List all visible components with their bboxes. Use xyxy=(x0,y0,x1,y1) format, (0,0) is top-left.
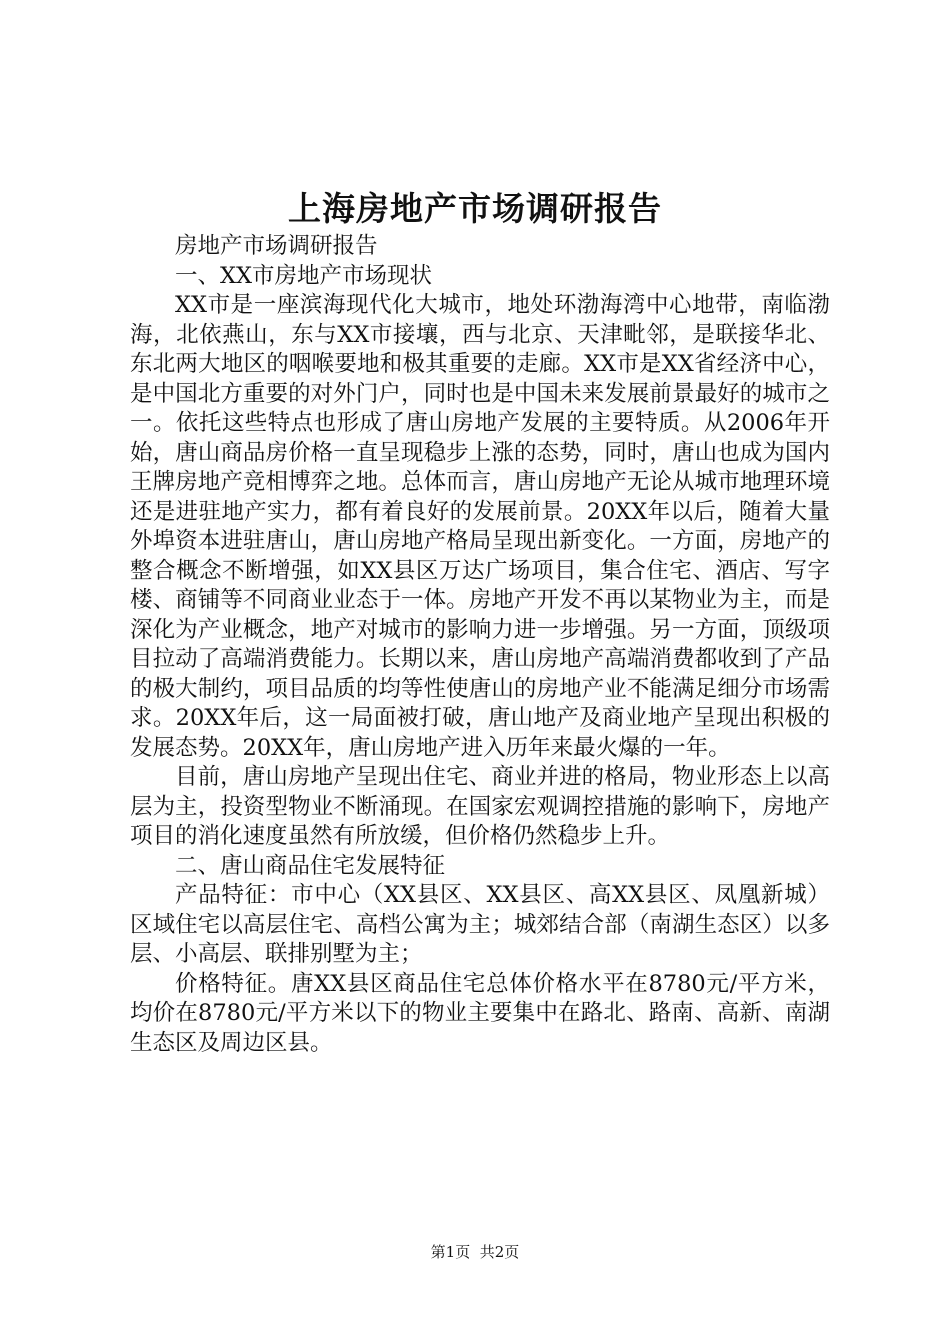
page-footer xyxy=(0,1240,950,1264)
page-number: 第1页 xyxy=(430,1243,471,1261)
paragraph-section-heading-1: 一、XX市房地产市场现状 xyxy=(175,262,433,289)
page-total: 共2页 xyxy=(479,1243,520,1261)
paragraph-city-overview: XX市是一座滨海现代化大城市，地处环渤海湾中心地带，南临渤海，北依燕山，东与XX市接壤，西与北京、天津毗邻，是联接华北、东北两大地区的咽喉要地和极其重要的走廊。XX市是XX省经济中心，是中国北方重要的对外门户，同时也是中国未来发展前景最好的城市之一。依托这些特点也形成了唐山房地产发展的主要特质。从2006年开始，唐山商品房价格一直呈现稳步上涨的态势，同时，唐山也成为国内王牌房地产竞相博弈之地。总体而言，唐山房地产无论从城市地理环境还是进驻地产实力，都有着良好的发展前景。20XX年以后，随着大量外埠资本进驻唐山，唐山房地产格局呈现出新变化。一方面，房地产的整合概念不断增强，如XX县区万达广场项目，集合住宅、酒店、写字楼、商铺等不同商业业态于一体。房地产开发不再以某物业为主，而是深化为产业概念，地产对城市的影响力进一步增强。另一方面，顶级项目拉动了高端消费能力。长期以来，唐山房地产高端消费都收到了产品的极大制约，项目品质的均等性使唐山的房地产业不能满足细分市场需求。20XX年后，这一局面被打破，唐山地产及商业地产呈现出积极的发展态势。20XX年，唐山房地产进入历年来最火爆的一年。 xyxy=(130,292,830,761)
document-body xyxy=(130,232,830,1058)
paragraph-price-features: 价格特征。唐XX县区商品住宅总体价格水平在8780元/平方米，均价在8780元/平方米以下的物业主要集中在路北、路南、高新、南湖生态区及周边区县。 xyxy=(130,970,830,1056)
paragraph-subtitle: 房地产市场调研报告 xyxy=(175,233,378,259)
document-title: 上海房地产市场调研报告 xyxy=(288,189,662,228)
paragraph-section-heading-2: 二、唐山商品住宅发展特征 xyxy=(175,852,446,879)
paragraph-product-features: 产品特征：市中心（XX县区、XX县区、高XX县区、凤凰新城）区域住宅以高层住宅、高档公寓为主；城郊结合部（南湖生态区）以多层、小高层、联排别墅为主； xyxy=(130,882,830,967)
paragraph-current-pattern: 目前，唐山房地产呈现出住宅、商业并进的格局，物业形态上以高层为主，投资型物业不断涌现。在国家宏观调控措施的影响下，房地产项目的消化速度虽然有所放缓，但价格仍然稳步上升。 xyxy=(130,764,830,849)
